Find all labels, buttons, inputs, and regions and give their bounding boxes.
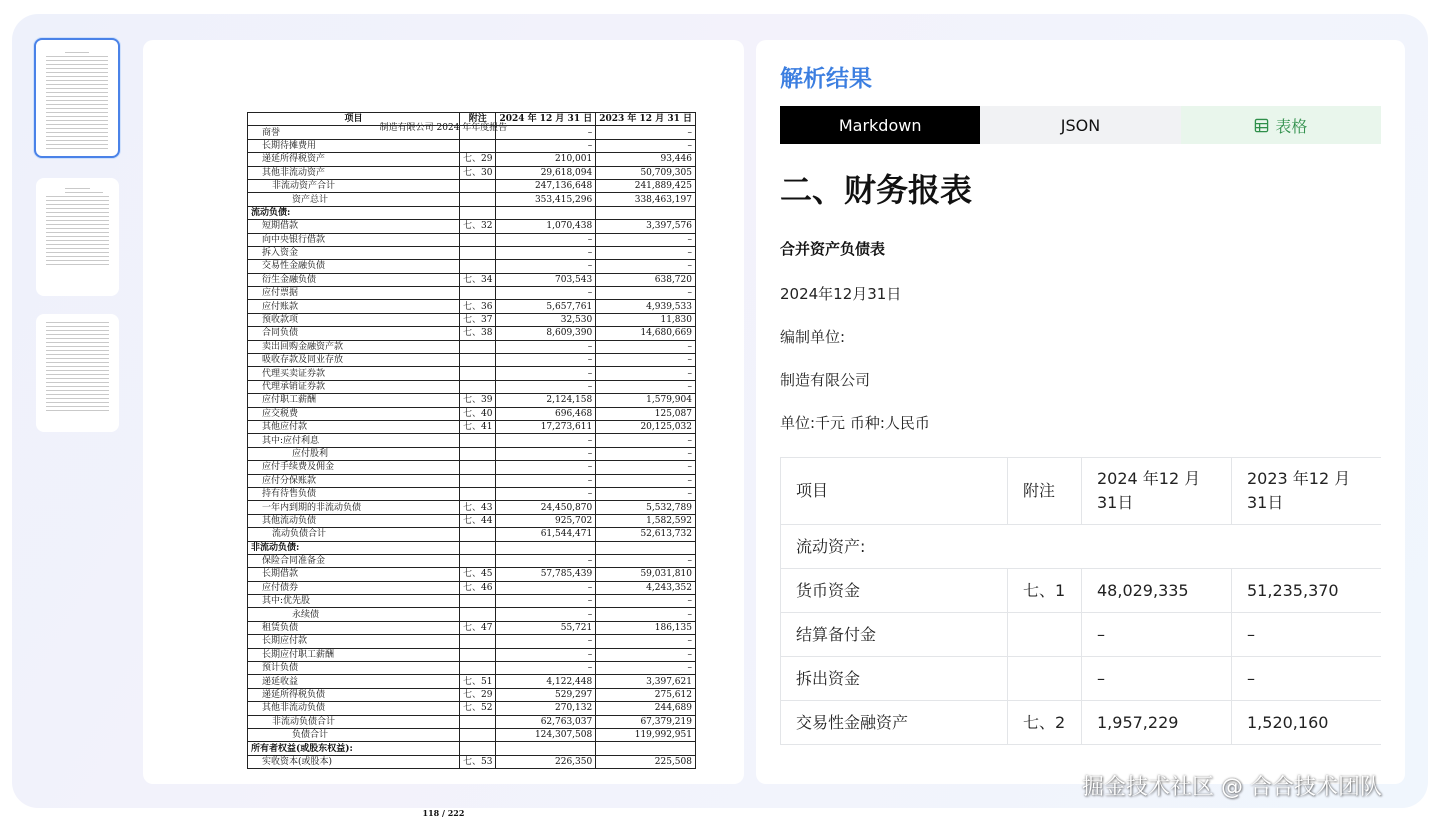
- doc-cell-2024: –: [496, 380, 596, 393]
- doc-cell-item: 拆入资金: [248, 246, 460, 259]
- header-note: 附注: [1008, 458, 1082, 525]
- doc-cell-note: 七、46: [460, 581, 496, 594]
- doc-cell-note: 七、44: [460, 514, 496, 527]
- thumbnail-page-1[interactable]: [34, 38, 120, 158]
- doc-cell-2023: 1,579,904: [596, 394, 696, 407]
- doc-cell-item: 长期待摊费用: [248, 139, 460, 152]
- doc-cell-2024: [496, 742, 596, 755]
- doc-cell-item: 长期借款: [248, 568, 460, 581]
- doc-cell-item: 应付职工薪酬: [248, 394, 460, 407]
- doc-cell-item: 其他流动负债: [248, 514, 460, 527]
- doc-cell-item: 应付股利: [248, 447, 460, 460]
- table-row: [248, 327, 696, 340]
- doc-cell-note: [460, 233, 496, 246]
- doc-cell-note: 七、30: [460, 166, 496, 179]
- cell-note: 七、1: [1008, 569, 1082, 613]
- doc-cell-2023: –: [596, 126, 696, 139]
- tab-table[interactable]: [1181, 106, 1381, 144]
- table-row: [248, 233, 696, 246]
- doc-cell-item: 递延所得税负债: [248, 688, 460, 701]
- doc-cell-item: 长期应付职工薪酬: [248, 648, 460, 661]
- doc-cell-2024: –: [496, 260, 596, 273]
- table-row: [248, 420, 696, 433]
- doc-cell-item: 应付分保账款: [248, 474, 460, 487]
- document-table: [247, 112, 696, 769]
- doc-cell-2024: 2,124,158: [496, 394, 596, 407]
- cell-2023: 51,235,370: [1232, 569, 1382, 613]
- doc-cell-item: 预计负债: [248, 662, 460, 675]
- table-row: [248, 340, 696, 353]
- doc-cell-2024: –: [496, 554, 596, 567]
- doc-cell-2024: 270,132: [496, 702, 596, 715]
- doc-cell-2024: –: [496, 126, 596, 139]
- doc-cell-item: 向中央银行借款: [248, 233, 460, 246]
- doc-cell-2023: 5,532,789: [596, 501, 696, 514]
- doc-cell-note: [460, 595, 496, 608]
- doc-cell-2024: –: [496, 461, 596, 474]
- doc-cell-2023: –: [596, 260, 696, 273]
- doc-cell-note: [460, 193, 496, 206]
- table-row: [248, 139, 696, 152]
- doc-cell-2024: –: [496, 139, 596, 152]
- doc-cell-item: 其中:应付利息: [248, 434, 460, 447]
- doc-cell-2023: –: [596, 447, 696, 460]
- doc-cell-2023: –: [596, 648, 696, 661]
- doc-cell-2024: [496, 206, 596, 219]
- table-row: [248, 394, 696, 407]
- doc-cell-2023: [596, 541, 696, 554]
- doc-cell-2023: –: [596, 434, 696, 447]
- doc-cell-note: 七、32: [460, 220, 496, 233]
- doc-cell-2023: –: [596, 380, 696, 393]
- thumbnail-preview: [46, 322, 109, 414]
- doc-cell-item: 其他应付款: [248, 420, 460, 433]
- result-panel: [756, 40, 1405, 784]
- cell-2024: –: [1082, 657, 1232, 701]
- cell-2023: 1,520,160: [1232, 701, 1382, 745]
- doc-cell-2023: 50,709,305: [596, 166, 696, 179]
- doc-cell-note: 七、52: [460, 702, 496, 715]
- doc-cell-note: [460, 728, 496, 741]
- table-row: [248, 206, 696, 219]
- doc-cell-2023: 3,397,576: [596, 220, 696, 233]
- header-2023: 2023 年12 月31日: [1232, 458, 1382, 525]
- doc-cell-2023: 125,087: [596, 407, 696, 420]
- watermark: 掘金技术社区 @ 合合技术团队: [1082, 775, 1382, 800]
- table-row: [248, 407, 696, 420]
- doc-cell-2023: –: [596, 340, 696, 353]
- doc-cell-2023: 52,613,732: [596, 528, 696, 541]
- doc-cell-2024: –: [496, 487, 596, 500]
- doc-cell-2024: 57,785,439: [496, 568, 596, 581]
- doc-cell-note: [460, 246, 496, 259]
- table-row: [248, 487, 696, 500]
- table-row: [248, 742, 696, 755]
- doc-cell-item: 非流动资产合计: [248, 179, 460, 192]
- table-row: [248, 300, 696, 313]
- cell-note: [1008, 613, 1082, 657]
- doc-cell-item: 交易性金融负债: [248, 260, 460, 273]
- table-row: [248, 287, 696, 300]
- doc-cell-item: 长期应付款: [248, 635, 460, 648]
- table-row: [248, 273, 696, 286]
- doc-cell-2024: 61,544,471: [496, 528, 596, 541]
- doc-cell-2024: –: [496, 608, 596, 621]
- doc-cell-note: 七、29: [460, 688, 496, 701]
- tab-markdown[interactable]: Markdown: [780, 106, 980, 144]
- cell-2024: –: [1082, 613, 1232, 657]
- doc-cell-note: [460, 662, 496, 675]
- cell-item: 货币资金: [781, 569, 1008, 613]
- doc-cell-2024: –: [496, 354, 596, 367]
- panel-title: 解析结果: [780, 66, 872, 92]
- doc-cell-2023: –: [596, 595, 696, 608]
- doc-cell-2023: 4,243,352: [596, 581, 696, 594]
- markdown-content: [780, 166, 1381, 760]
- doc-cell-2023: 186,135: [596, 621, 696, 634]
- doc-cell-note: [460, 447, 496, 460]
- doc-cell-2024: 17,273,611: [496, 420, 596, 433]
- table-row: [248, 715, 696, 728]
- doc-cell-2024: 5,657,761: [496, 300, 596, 313]
- tab-table-label: 表格: [1275, 116, 1308, 136]
- doc-cell-2023: –: [596, 635, 696, 648]
- cell-note: 七、2: [1008, 701, 1082, 745]
- doc-cell-note: 七、43: [460, 501, 496, 514]
- table-row: [781, 657, 1382, 701]
- table-row: [248, 554, 696, 567]
- document-title: 制造有限公司 2024 年年度报告: [379, 123, 508, 133]
- doc-cell-item: 流动负债:: [248, 206, 460, 219]
- doc-cell-2023: [596, 742, 696, 755]
- table-row: [248, 514, 696, 527]
- table-row: [248, 608, 696, 621]
- doc-cell-2024: 24,450,870: [496, 501, 596, 514]
- report-subheading: 合并资产负债表: [780, 240, 886, 258]
- doc-cell-2024: 353,415,296: [496, 193, 596, 206]
- doc-cell-2024: –: [496, 367, 596, 380]
- doc-cell-2023: 67,379,219: [596, 715, 696, 728]
- doc-cell-2023: 638,720: [596, 273, 696, 286]
- doc-cell-note: 七、37: [460, 313, 496, 326]
- doc-cell-2023: 338,463,197: [596, 193, 696, 206]
- doc-cell-item: 其中:优先股: [248, 595, 460, 608]
- parsed-table: [780, 457, 1381, 745]
- page-number: 118 / 222: [422, 808, 465, 818]
- doc-cell-item: 商誉: [248, 126, 460, 139]
- table-row: [248, 675, 696, 688]
- doc-cell-2024: –: [496, 595, 596, 608]
- doc-cell-note: [460, 487, 496, 500]
- table-row: [248, 581, 696, 594]
- table-row: [248, 755, 696, 768]
- doc-cell-2023: 20,125,032: [596, 420, 696, 433]
- table-row: [248, 474, 696, 487]
- cell-2023: –: [1232, 657, 1382, 701]
- doc-cell-note: 七、40: [460, 407, 496, 420]
- table-row: [248, 246, 696, 259]
- doc-cell-note: [460, 340, 496, 353]
- table-row: [248, 313, 696, 326]
- doc-cell-note: [460, 554, 496, 567]
- doc-cell-item: 应付票据: [248, 287, 460, 300]
- doc-cell-note: [460, 715, 496, 728]
- thumbnail-preview: [46, 188, 109, 268]
- doc-cell-2024: –: [496, 246, 596, 259]
- cell-item: 拆出资金: [781, 657, 1008, 701]
- doc-cell-2023: –: [596, 354, 696, 367]
- doc-cell-2024: 55,721: [496, 621, 596, 634]
- company-name: 制造有限公司: [780, 371, 871, 389]
- doc-cell-item: 衍生金融负债: [248, 273, 460, 286]
- doc-cell-note: 七、53: [460, 755, 496, 768]
- doc-cell-note: [460, 608, 496, 621]
- thumbnail-page-3[interactable]: [36, 314, 119, 432]
- doc-cell-2023: –: [596, 139, 696, 152]
- doc-cell-2023: –: [596, 487, 696, 500]
- doc-cell-note: 七、36: [460, 300, 496, 313]
- doc-cell-2023: 275,612: [596, 688, 696, 701]
- doc-cell-2024: –: [496, 635, 596, 648]
- doc-cell-2024: 4,122,448: [496, 675, 596, 688]
- doc-cell-2024: –: [496, 340, 596, 353]
- table-row: [248, 367, 696, 380]
- doc-cell-2023: –: [596, 233, 696, 246]
- doc-cell-note: [460, 179, 496, 192]
- currency-unit: 单位:千元 币种:人民币: [780, 414, 930, 432]
- doc-cell-2023: 1,582,592: [596, 514, 696, 527]
- doc-cell-item: 合同负债: [248, 327, 460, 340]
- doc-cell-2024: 210,001: [496, 153, 596, 166]
- doc-cell-note: [460, 648, 496, 661]
- table-row: [248, 595, 696, 608]
- table-row: [248, 434, 696, 447]
- view-tabs: [780, 106, 1381, 144]
- reporting-unit-label: 编制单位:: [780, 328, 846, 346]
- doc-cell-note: [460, 541, 496, 554]
- doc-cell-2023: –: [596, 662, 696, 675]
- table-row: [248, 179, 696, 192]
- table-row: [248, 568, 696, 581]
- doc-cell-2024: –: [496, 648, 596, 661]
- table-row: [248, 648, 696, 661]
- doc-cell-note: 七、29: [460, 153, 496, 166]
- table-row: [248, 447, 696, 460]
- doc-cell-2023: 14,680,669: [596, 327, 696, 340]
- doc-cell-note: [460, 380, 496, 393]
- table-row: [248, 662, 696, 675]
- doc-cell-2023: –: [596, 287, 696, 300]
- cell-2024: 1,957,229: [1082, 701, 1232, 745]
- doc-cell-2023: [596, 206, 696, 219]
- doc-cell-item: 卖出回购金融资产款: [248, 340, 460, 353]
- section-heading: 二、财务报表: [780, 171, 973, 209]
- doc-cell-2023: 119,992,951: [596, 728, 696, 741]
- doc-cell-note: [460, 354, 496, 367]
- doc-cell-2023: 4,939,533: [596, 300, 696, 313]
- doc-cell-note: 七、38: [460, 327, 496, 340]
- doc-cell-note: 七、47: [460, 621, 496, 634]
- doc-header-2024: 2024 年 12 月 31 日: [496, 113, 596, 126]
- table-row: [781, 613, 1382, 657]
- table-row: [248, 541, 696, 554]
- doc-cell-2024: –: [496, 434, 596, 447]
- doc-cell-2023: 3,397,621: [596, 675, 696, 688]
- doc-cell-2024: –: [496, 233, 596, 246]
- cell-2023: –: [1232, 613, 1382, 657]
- table-row: [248, 220, 696, 233]
- doc-cell-2024: 247,136,648: [496, 179, 596, 192]
- thumbnail-page-2[interactable]: [36, 178, 119, 296]
- doc-cell-2024: –: [496, 287, 596, 300]
- doc-cell-note: 七、45: [460, 568, 496, 581]
- doc-cell-item: 预收款项: [248, 313, 460, 326]
- doc-cell-note: [460, 287, 496, 300]
- table-row: [248, 688, 696, 701]
- doc-cell-item: 应付手续费及佣金: [248, 461, 460, 474]
- doc-cell-item: 流动负债合计: [248, 528, 460, 541]
- doc-cell-2023: 241,889,425: [596, 179, 696, 192]
- doc-cell-item: 非流动负债合计: [248, 715, 460, 728]
- table-row: [248, 380, 696, 393]
- doc-cell-item: 代理买卖证券款: [248, 367, 460, 380]
- doc-cell-note: [460, 206, 496, 219]
- doc-cell-2024: 62,763,037: [496, 715, 596, 728]
- doc-cell-2024: –: [496, 581, 596, 594]
- doc-cell-note: [460, 260, 496, 273]
- doc-cell-item: 应付账款: [248, 300, 460, 313]
- table-row: [248, 621, 696, 634]
- cell-item: 结算备付金: [781, 613, 1008, 657]
- doc-cell-item: 代理承销证券款: [248, 380, 460, 393]
- doc-cell-note: [460, 367, 496, 380]
- header-2024: 2024 年12 月31日: [1082, 458, 1232, 525]
- table-row: [781, 525, 1382, 569]
- doc-cell-2024: 1,070,438: [496, 220, 596, 233]
- doc-cell-item: 实收资本(或股本): [248, 755, 460, 768]
- doc-cell-2023: –: [596, 461, 696, 474]
- doc-cell-item: 所有者权益(或股东权益):: [248, 742, 460, 755]
- table-row: [248, 126, 696, 139]
- doc-cell-2023: –: [596, 474, 696, 487]
- doc-cell-item: 其他非流动资产: [248, 166, 460, 179]
- doc-cell-item: 租赁负债: [248, 621, 460, 634]
- document-table-header: [248, 113, 696, 126]
- doc-cell-note: 七、39: [460, 394, 496, 407]
- doc-cell-note: [460, 461, 496, 474]
- doc-cell-note: 七、41: [460, 420, 496, 433]
- doc-cell-2023: 11,830: [596, 313, 696, 326]
- doc-cell-2024: [496, 541, 596, 554]
- doc-cell-2024: 703,543: [496, 273, 596, 286]
- doc-cell-item: 持有待售负债: [248, 487, 460, 500]
- doc-cell-item: 保险合同准备金: [248, 554, 460, 567]
- doc-cell-note: [460, 126, 496, 139]
- doc-cell-item: 非流动负债:: [248, 541, 460, 554]
- parsed-table-header: [781, 458, 1382, 525]
- doc-cell-2024: 29,618,094: [496, 166, 596, 179]
- table-icon: [1254, 118, 1269, 133]
- doc-cell-2024: 696,468: [496, 407, 596, 420]
- doc-cell-2024: –: [496, 662, 596, 675]
- doc-cell-item: 负债合计: [248, 728, 460, 741]
- doc-cell-note: 七、51: [460, 675, 496, 688]
- doc-header-item: 项目: [248, 113, 460, 126]
- thumbnail-preview: [46, 52, 108, 152]
- table-row: [248, 702, 696, 715]
- doc-cell-2024: 124,307,508: [496, 728, 596, 741]
- doc-cell-item: 永续债: [248, 608, 460, 621]
- document-preview: [143, 40, 744, 818]
- table-row: [248, 501, 696, 514]
- doc-cell-item: 一年内到期的非流动负债: [248, 501, 460, 514]
- doc-cell-note: 七、34: [460, 273, 496, 286]
- doc-cell-2023: –: [596, 554, 696, 567]
- doc-cell-2024: 226,350: [496, 755, 596, 768]
- cell-note: [1008, 657, 1082, 701]
- doc-cell-note: [460, 474, 496, 487]
- doc-cell-2023: –: [596, 608, 696, 621]
- table-row: [248, 635, 696, 648]
- doc-cell-item: 应付债券: [248, 581, 460, 594]
- doc-cell-2023: –: [596, 367, 696, 380]
- doc-cell-item: 吸收存款及同业存放: [248, 354, 460, 367]
- doc-header-2023: 2023 年 12 月 31 日: [596, 113, 696, 126]
- doc-cell-note: [460, 742, 496, 755]
- doc-cell-item: 递延所得税资产: [248, 153, 460, 166]
- table-row: [248, 354, 696, 367]
- doc-cell-2023: 59,031,810: [596, 568, 696, 581]
- doc-cell-2024: 32,530: [496, 313, 596, 326]
- table-row: [781, 569, 1382, 613]
- doc-cell-2024: 925,702: [496, 514, 596, 527]
- section-row: 流动资产:: [781, 525, 1382, 569]
- tab-json[interactable]: JSON: [980, 106, 1180, 144]
- table-row: [248, 153, 696, 166]
- doc-cell-2023: 93,446: [596, 153, 696, 166]
- doc-cell-2024: 8,609,390: [496, 327, 596, 340]
- cell-2024: 48,029,335: [1082, 569, 1232, 613]
- doc-cell-note: [460, 139, 496, 152]
- doc-cell-2024: –: [496, 474, 596, 487]
- doc-cell-2023: 225,508: [596, 755, 696, 768]
- doc-cell-item: 其他非流动负债: [248, 702, 460, 715]
- table-row: [248, 193, 696, 206]
- table-row: [248, 461, 696, 474]
- cell-item: 交易性金融资产: [781, 701, 1008, 745]
- doc-cell-note: [460, 434, 496, 447]
- doc-cell-item: 资产总计: [248, 193, 460, 206]
- table-row: [248, 166, 696, 179]
- doc-cell-note: [460, 635, 496, 648]
- doc-cell-item: 应交税费: [248, 407, 460, 420]
- doc-cell-note: [460, 528, 496, 541]
- doc-cell-2023: –: [596, 246, 696, 259]
- header-item: 项目: [781, 458, 1008, 525]
- doc-cell-item: 短期借款: [248, 220, 460, 233]
- doc-cell-2024: –: [496, 447, 596, 460]
- doc-cell-2024: 529,297: [496, 688, 596, 701]
- doc-cell-2023: 244,689: [596, 702, 696, 715]
- table-row: [781, 701, 1382, 745]
- doc-cell-item: 递延收益: [248, 675, 460, 688]
- table-row: [248, 728, 696, 741]
- table-row: [248, 528, 696, 541]
- table-row: [248, 260, 696, 273]
- doc-header-note: 附注: [460, 113, 496, 126]
- report-date: 2024年12月31日: [780, 285, 902, 303]
